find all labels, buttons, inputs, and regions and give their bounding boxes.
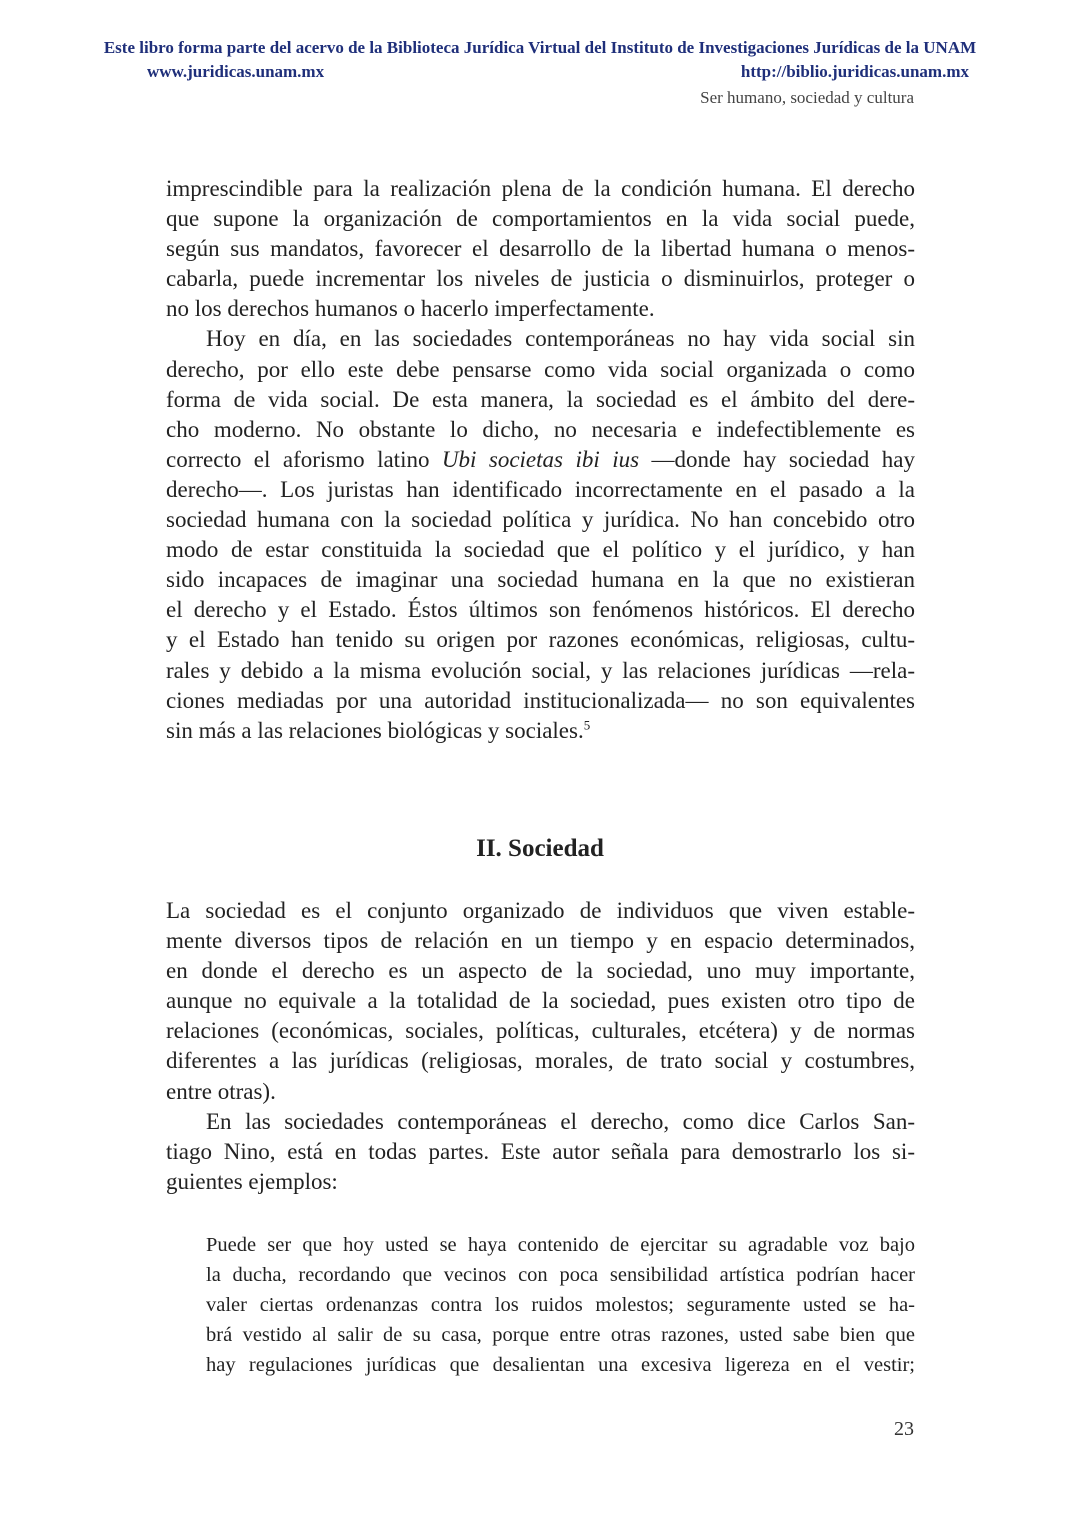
text-line: imprescindible para la realización plena de la condición humana. El derecho (166, 176, 915, 201)
text-line: y el Estado han tenido su origen por razones económicas, religiosas, cultu- (166, 627, 915, 653)
page-number: 23 (894, 1418, 914, 1440)
text-line: guientes ejemplos: (166, 1168, 338, 1194)
biblio-website-link[interactable]: http://biblio.juridicas.unam.mx (740, 62, 969, 81)
text-line: En las sociedades contemporáneas el derecho, como dice Carlos San- (206, 1108, 915, 1134)
quote-line: la ducha, recordando que vecinos con poca sensibilidad artística podrían hacer (206, 1264, 915, 1286)
text-line: rales y debido a la misma evolución social, y las relaciones jurídicas —rela- (166, 657, 915, 683)
body-text-section (166, 896, 915, 1197)
text-line: ciones mediadas por una autoridad institucionalizada— no son equivalentes (166, 687, 915, 713)
text-line: aunque no equivale a la totalidad de la sociedad, pues existen otro tipo de (166, 988, 915, 1014)
text-line: cabarla, puede incrementar los niveles de justicia o disminuirlos, proteger o (166, 266, 915, 292)
block-quote (206, 1230, 915, 1380)
text-line: sido incapaces de imaginar una sociedad humana en la que no existieran (166, 567, 915, 593)
text-fragment: —donde hay sociedad hay (639, 446, 915, 472)
running-head: Ser humano, sociedad y cultura (700, 88, 914, 107)
paragraph-continuation (166, 174, 915, 324)
text-line: en donde el derecho es un aspecto de la sociedad, uno muy importante, (166, 958, 915, 984)
quote-line: Puede ser que hoy usted se haya contenido de ejercitar su agradable voz bajo (206, 1234, 915, 1256)
text-line: según sus mandatos, favorecer el desarrollo de la libertad humana o menos- (166, 236, 915, 262)
text-line: que supone la organización de comportamientos en la vida social puede, (166, 206, 915, 232)
juridicas-website-link[interactable]: www.juridicas.unam.mx (147, 62, 325, 81)
paragraph-sociedad-definition (166, 896, 915, 1107)
text-line: derecho, por ello este debe pensarse como vida social organizada o como (166, 356, 915, 382)
text-fragment: sin más a las relaciones biológicas y sociales. (166, 717, 584, 743)
text-line: no los derechos humanos o hacerlo imperfectamente. (166, 296, 655, 322)
text-line (166, 716, 915, 746)
text-line: forma de vida social. De esta manera, la sociedad es el ámbito del dere- (166, 386, 915, 412)
text-line: relaciones (económicas, sociales, políticas, culturales, etcétera) y de normas (166, 1018, 915, 1044)
footnote-reference[interactable]: 5 (583, 717, 591, 733)
repository-banner-notice: Este libro forma parte del acervo de la Biblioteca Jurídica Virtual del Instituto de Investigaciones Jurídicas de la UNAM (103, 38, 977, 57)
text-line: sociedad humana con la sociedad política y jurídica. No han concebido otro (166, 507, 915, 533)
text-line: cho moderno. No obstante lo dicho, no necesaria e indefectiblemente es (166, 416, 915, 442)
quote-paragraph (206, 1230, 915, 1380)
text-line: el derecho y el Estado. Éstos últimos son fenómenos históricos. El derecho (166, 597, 915, 623)
paragraph-nino (166, 1107, 915, 1197)
paragraph-hoy-en-dia (166, 324, 915, 745)
text-line: derecho—. Los juristas han identificado incorrectamente en el pasado a la (166, 476, 915, 502)
text-line: mente diversos tipos de relación en un tiempo y en espacio determinados, (166, 928, 915, 954)
text-line: Hoy en día, en las sociedades contemporáneas no hay vida social sin (206, 326, 915, 352)
latin-aphorism: Ubi societas ibi ius (441, 446, 640, 472)
quote-line: valer ciertas ordenanzas contra los ruidos molestos; seguramente usted se ha- (206, 1294, 915, 1316)
section-heading: II. Sociedad (476, 835, 604, 862)
text-line: diferentes a las jurídicas (religiosas, morales, de trato social y costumbres, (166, 1048, 915, 1074)
text-fragment: correcto el aforismo latino (166, 446, 442, 472)
text-line: entre otras). (166, 1078, 276, 1104)
text-line: modo de estar constituida la sociedad que el político y el jurídico, y han (166, 537, 915, 563)
quote-line: brá vestido al salir de su casa, porque entre otras razones, usted sabe bien que (206, 1324, 915, 1346)
text-line-with-italic (166, 445, 915, 475)
text-line: tiago Nino, está en todas partes. Este autor señala para demostrarlo los si- (166, 1138, 915, 1164)
quote-line: hay regulaciones jurídicas que desalientan una excesiva ligereza en el vestir; (206, 1354, 915, 1376)
text-line: La sociedad es el conjunto organizado de individuos que viven estable- (166, 898, 915, 923)
body-text-top (166, 174, 915, 746)
